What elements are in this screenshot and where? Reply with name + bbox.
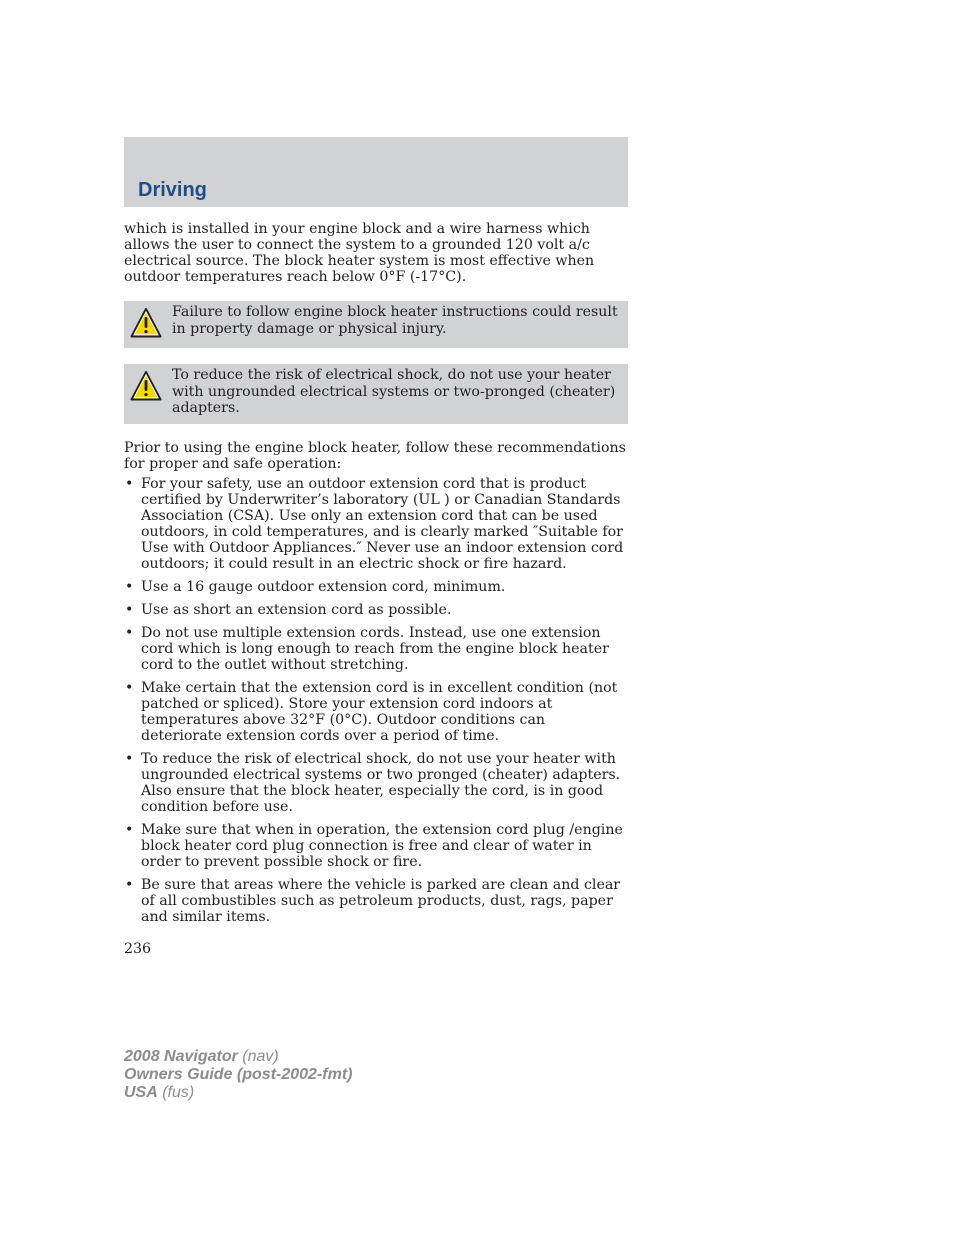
document-footer xyxy=(124,1048,352,1102)
list-item xyxy=(124,476,628,572)
recommendation-list xyxy=(124,476,628,925)
bullet-marker: • xyxy=(125,821,134,838)
list-item-text: Use a 16 gauge outdoor extension cord, minimum. xyxy=(141,578,506,595)
warning-box-2 xyxy=(124,364,628,424)
warning-triangle-icon xyxy=(130,370,162,402)
list-item-text: Do not use multiple extension cords. Instead, use one extension cord which is long enough to reach from the engine block heater cord to the outlet without stretching. xyxy=(141,624,609,673)
list-item-text: Make sure that when in operation, the extension cord plug /engine block heater cord plug connection is free and clear of water in order to prevent possible shock or fire. xyxy=(141,821,623,870)
section-title: Driving xyxy=(138,179,207,201)
list-item-text: Be sure that areas where the vehicle is parked are clean and clear of all combustibles such as petroleum products, dust, rags, paper and similar items. xyxy=(141,876,621,925)
bullet-marker: • xyxy=(125,578,134,595)
footer-model-code: (nav) xyxy=(237,1048,279,1065)
footer-market-code: (fus) xyxy=(157,1084,195,1101)
page-content xyxy=(124,221,628,957)
footer-model: 2008 Navigator xyxy=(124,1048,238,1065)
list-item xyxy=(124,602,628,618)
list-item xyxy=(124,579,628,595)
footer-line-2: Owners Guide (post-2002-fmt) xyxy=(124,1066,353,1083)
footer-line-3 xyxy=(124,1084,352,1102)
bullet-marker: • xyxy=(125,601,134,618)
list-item-text: Make certain that the extension cord is in excellent condition (not patched or spliced). Store your extension cord indoors at temperatures above 32°F (0°C). Outdoor conditions can deteriorate extension cords over a period of time. xyxy=(141,679,618,744)
list-item-text: Use as short an extension cord as possible. xyxy=(141,601,452,618)
warning-text-1: Failure to follow engine block heater instructions could result in property damage or physical injury. xyxy=(172,304,618,337)
warning-box-1 xyxy=(124,301,628,348)
list-item xyxy=(124,822,628,870)
bullet-marker: • xyxy=(125,750,134,767)
warning-triangle-icon xyxy=(130,307,162,339)
warning-text-2: To reduce the risk of electrical shock, do not use your heater with ungrounded electrical systems or two-pronged (cheater) adapters. xyxy=(172,367,616,416)
footer-market: USA xyxy=(124,1084,158,1101)
list-item-text: For your safety, use an outdoor extension cord that is product certified by Underwriter’s laboratory (UL ) or Canadian Standards Association (CSA). Use only an extension cord that can be used outdoors, in cold temperatures, and is clearly marked ″Suitable for Use with Outdoor Appliances.″ Never use an indoor extension cord outdoors; it could result in an electric shock or fire hazard. xyxy=(141,475,624,572)
bullet-marker: • xyxy=(125,475,134,492)
footer-line-1 xyxy=(124,1048,352,1066)
list-item xyxy=(124,751,628,815)
section-header-band xyxy=(124,137,628,207)
list-item xyxy=(124,877,628,925)
lead-paragraph: Prior to using the engine block heater, follow these recommendations for proper and safe operation: xyxy=(124,439,626,472)
list-item xyxy=(124,625,628,673)
bullet-marker: • xyxy=(125,624,134,641)
bullet-marker: • xyxy=(125,876,134,893)
list-item-text: To reduce the risk of electrical shock, do not use your heater with ungrounded electrical systems or two pronged (cheater) adapters. Also ensure that the block heater, especially the cord, is in good condition before use. xyxy=(141,750,621,815)
list-item xyxy=(124,680,628,744)
page-number: 236 xyxy=(124,940,152,957)
intro-paragraph: which is installed in your engine block and a wire harness which allows the user to connect the system to a grounded 120 volt a/c electrical source. The block heater system is most effective when outdoor temperatures reach below 0°F (-17°C). xyxy=(124,221,595,285)
bullet-marker: • xyxy=(125,679,134,696)
